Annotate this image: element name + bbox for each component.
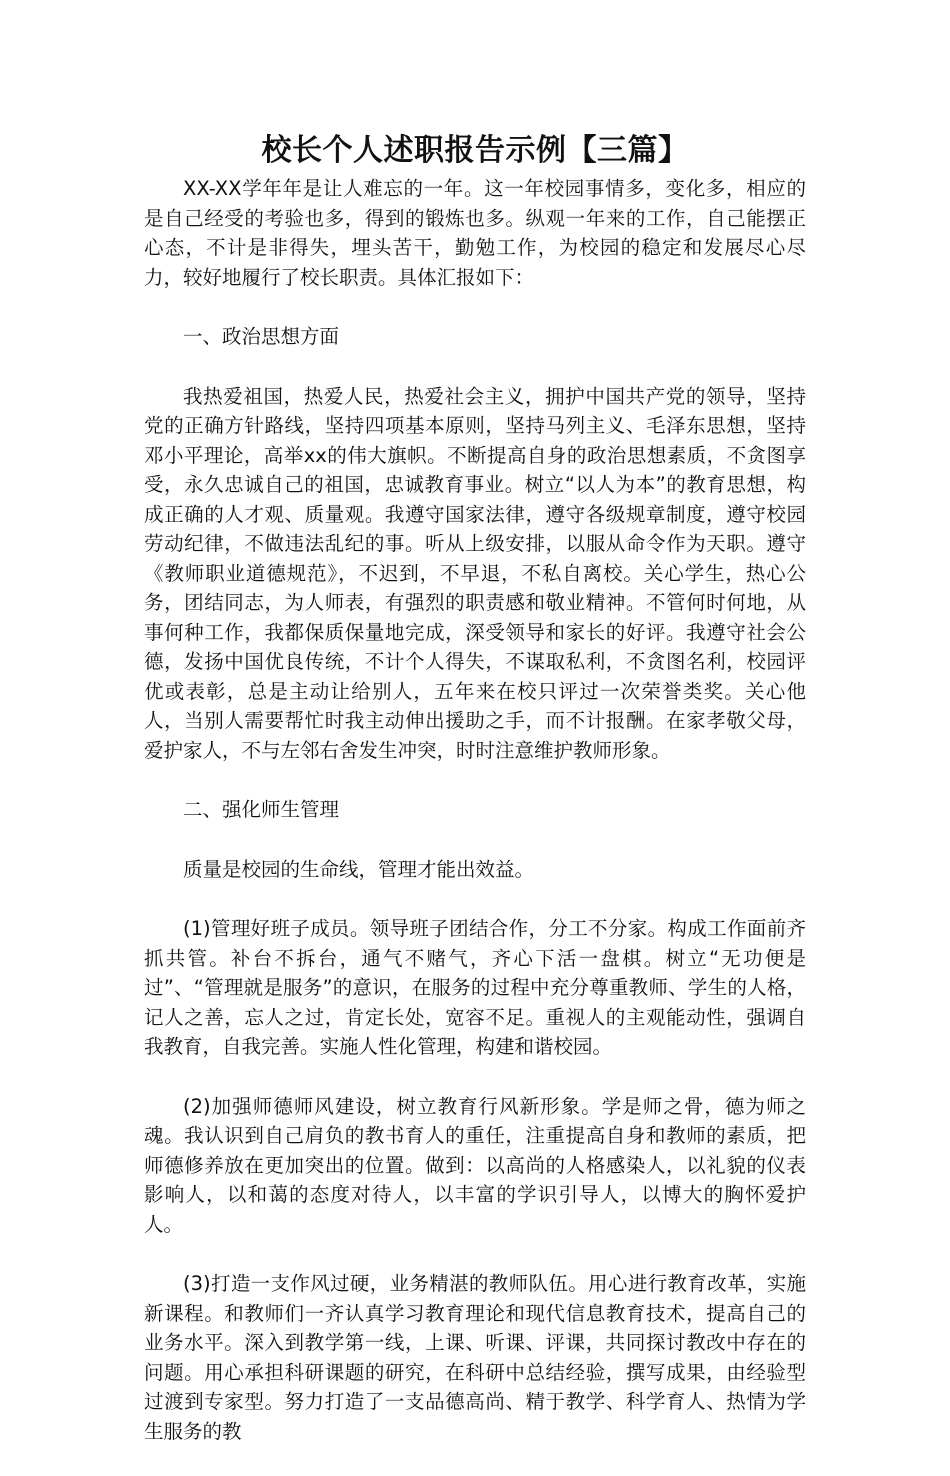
document-page [144, 128, 806, 1476]
management-item-2: (2)加强师德师风建设，树立教育行风新形象。学是师之骨，德为师之魂。我认识到自己肩负的教书育人的重任，注重提高自身和教师的素质，把师德修养放在更加突出的位置。做到：以高尚的人格感染人，以礼貌的仪表影响人，以和蔼的态度对待人，以丰富的学识引导人，以博大的胸怀爱护人。 [144, 1094, 806, 1236]
section-heading-political: 一、政治思想方面 [183, 325, 340, 348]
section-heading-management: 二、强化师生管理 [183, 798, 340, 821]
document-title: 校长个人述职报告示例【三篇】 [261, 133, 689, 168]
section-paragraph-political: 我热爱祖国，热爱人民，热爱社会主义，拥护中国共产党的领导，坚持党的正确方针路线，坚持四项基本原则，坚持马列主义、毛泽东思想，坚持邓小平理论，高举xx的伟大旗帜。不断提高自身的政治思想素质，不贪图享受，永久忠诚自己的祖国，忠诚教育事业。树立“以人为本”的教育思想，构成正确的人才观、质量观。我遵守国家法律，遵守各级规章制度，遵守校园劳动纪律，不做违法乱纪的事。听从上级安排，以服从命令作为天职。遵守《教师职业道德规范》，不迟到，不早退，不私自离校。关心学生，热心公务，团结同志，为人师表，有强烈的职责感和敬业精神。不管何时何地，从事何种工作，我都保质保量地完成，深受领导和家长的好评。我遵守社会公德，发扬中国优良传统，不计个人得失，不谋取私利，不贪图名利，校园评优或表彰，总是主动让给别人，五年来在校只评过一次荣誉类奖。关心他人，当别人需要帮忙时我主动伸出援助之手，而不计报酬。在家孝敬父母，爱护家人，不与左邻右舍发生冲突，时时注意维护教师形象。 [144, 384, 806, 762]
management-item-3: (3)打造一支作风过硬，业务精湛的教师队伍。用心进行教育改革，实施新课程。和教师们一齐认真学习教育理论和现代信息教育技术，提高自己的业务水平。深入到教学第一线，上课、听课、评课，共同探讨教改中存在的问题。用心承担科研课题的研究，在科研中总结经验，撰写成果，由经验型过渡到专家型。努力打造了一支品德高尚、精于教学、科学育人、热情为学生服务的教 [144, 1272, 806, 1443]
section-lead-management: 质量是校园的生命线，管理才能出效益。 [183, 857, 535, 881]
intro-paragraph: XX-XX学年年是让人难忘的一年。这一年校园事情多，变化多，相应的是自己经受的考验也多，得到的锻炼也多。纵观一年来的工作，自己能摆正心态，不计是非得失，埋头苦干，勤勉工作，为校园的稳定和发展尽心尽力，较好地履行了校长职责。具体汇报如下： [144, 177, 806, 289]
management-item-1: (1)管理好班子成员。领导班子团结合作，分工不分家。构成工作面前齐抓共管。补台不拆台，通气不赌气，齐心下活一盘棋。树立“无功便是过”、“管理就是服务”的意识，在服务的过程中充分尊重教师、学生的人格，记人之善，忘人之过，肯定长处，宽容不足。重视人的主观能动性，强调自我教育，自我完善。实施人性化管理，构建和谐校园。 [144, 917, 806, 1058]
